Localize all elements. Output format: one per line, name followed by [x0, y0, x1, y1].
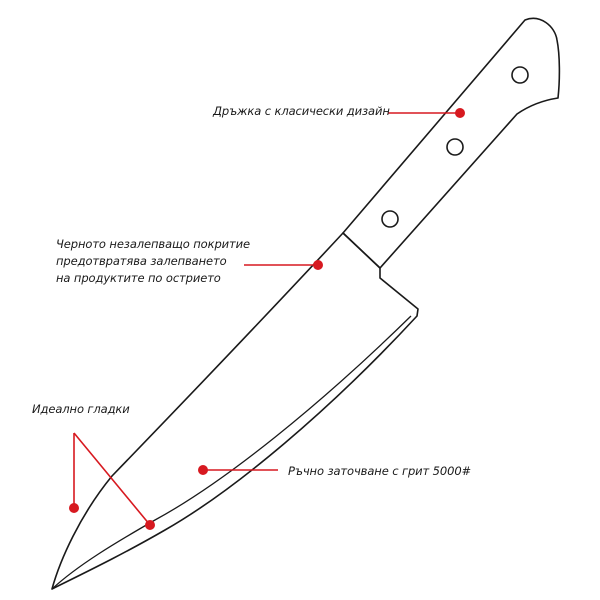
sharpening-callout-dot — [198, 465, 208, 475]
coating-callout-label — [56, 236, 250, 287]
coating-callout-text-line-1: Черното незалепващо покритие — [56, 237, 250, 251]
smooth-callout-line-right — [74, 433, 150, 525]
rivet-bottom-icon — [382, 211, 398, 227]
sharpening-callout-label — [288, 463, 471, 480]
smooth-callout-dot-left — [69, 503, 79, 513]
coating-callout-text-line-2: предотвратява залепването — [56, 254, 227, 268]
rivet-top-icon — [512, 67, 528, 83]
rivet-middle-icon — [447, 139, 463, 155]
handle-callout-dot — [455, 108, 465, 118]
handle-callout-label — [213, 103, 390, 120]
smooth-callout-label — [32, 401, 130, 418]
smooth-callout-dot-right — [145, 520, 155, 530]
coating-callout-text-line-3: на продуктите по острието — [56, 271, 221, 285]
blade-edge-bevel — [52, 316, 411, 589]
sharpening-callout-text: Ръчно заточване с грит 5000# — [288, 464, 472, 478]
handle-callout-text: Дръжка с класически дизайн — [213, 104, 390, 118]
coating-callout-dot — [313, 260, 323, 270]
smooth-callout-text: Идеално гладки — [32, 402, 130, 416]
